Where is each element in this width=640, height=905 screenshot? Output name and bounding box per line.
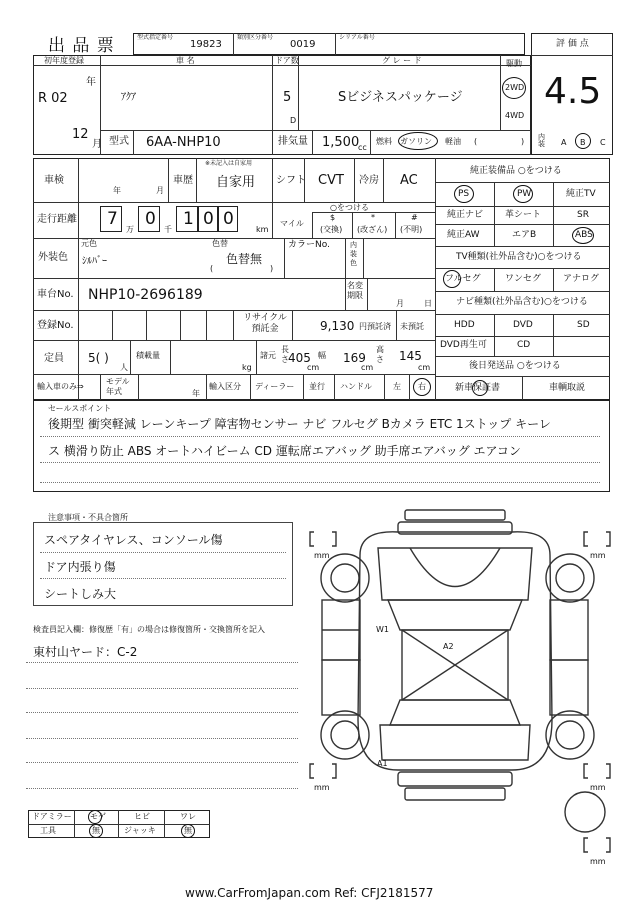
sales-points-line-2: ス 横滑り防止 ABS オートハイビーム CD 運転席エアバッグ 助手席エアバッグ エアコン — [48, 444, 521, 458]
serial-label: シリアル番号 — [339, 34, 375, 41]
warranty-day: 日 — [424, 299, 432, 308]
type-cert-label: 型式指定番号 — [137, 34, 174, 41]
grade-score: 4.5 — [544, 71, 602, 112]
diagram-mm-4: mm — [590, 783, 606, 792]
mileage-digit-3: 1 — [183, 209, 194, 229]
mileage-digit-2: 0 — [145, 209, 156, 229]
sales-points-line-1: 後期型 衝突軽減 レーンキープ 障害物センサー ナビ フルセグ Bカメラ ETC 1ストップ キーレ — [48, 417, 551, 431]
mileage-unit-sen: 千 — [164, 225, 172, 234]
inspector-value: 東村山ヤード：C-2 — [33, 645, 138, 659]
diagram-mark-w1: W1 — [376, 625, 389, 634]
equip-pw: PW — [517, 189, 532, 199]
note-line-2: ドア内張り傷 — [44, 560, 116, 574]
diagram-mm-1: mm — [314, 551, 330, 560]
ac-value: AC — [400, 173, 418, 188]
tools-label: 工具 — [40, 826, 56, 835]
color-change-label: 色替 — [212, 239, 228, 248]
nav-dvd: DVD — [513, 320, 533, 330]
handle-left: 左 — [393, 382, 401, 391]
nav-title: ナビ種類(社外品含む)○をつける — [456, 297, 588, 307]
interior-color-label: 内装色 — [350, 241, 357, 267]
displacement-unit: cc — [358, 143, 367, 152]
width-label: 幅 — [318, 351, 326, 360]
inspection-label: 車検 — [44, 175, 64, 186]
color-orig-label: 元色 — [81, 239, 97, 248]
equip-sr: SR — [577, 210, 589, 220]
mileage-label: 走行距離 — [37, 214, 77, 225]
drive-4wd: 4WD — [505, 111, 525, 120]
diagram-mark-a2: A2 — [443, 642, 454, 651]
warranty-month: 月 — [396, 299, 404, 308]
mileage-opt-3b: (不明) — [400, 225, 423, 234]
mileage-digit-1: 7 — [107, 209, 118, 229]
registration-label: 登録No. — [37, 320, 74, 331]
mileage-opt-2: * — [371, 213, 375, 222]
import-parallel: 並行 — [309, 382, 325, 391]
diagram-mark-a1: A1 — [377, 759, 388, 768]
history-note: ※未記入は自家用 — [205, 160, 253, 167]
displacement-label: 排気量 — [278, 136, 308, 147]
color-change-value: 色替無 — [226, 252, 263, 266]
fuel-paren-close: ) — [521, 137, 525, 146]
mileage-opt-1b: (交換) — [320, 225, 343, 234]
dvd-playback: DVD再生可 — [440, 340, 487, 350]
handle-label: ハンドル — [340, 382, 372, 391]
mileage-opt-2b: (改ざん) — [357, 225, 388, 234]
diagram-mm-2: mm — [590, 551, 606, 560]
fuel-diesel: 軽油 — [445, 137, 461, 146]
mileage-opt-3: # — [411, 213, 418, 222]
mileage-unit-man: 万 — [126, 225, 134, 234]
fuel-label: 燃料 — [376, 137, 392, 146]
after-warranty-book: 新車保証書 — [455, 383, 501, 393]
tools-value: 無 — [92, 826, 100, 835]
color-no-label: カラーNo. — [288, 240, 330, 250]
equip-tv: 純正TV — [566, 189, 596, 199]
equip-ps: PS — [458, 189, 470, 199]
nav-hdd: HDD — [454, 320, 475, 330]
import-label: 輸入車のみ⇒ — [37, 382, 84, 391]
length-cm: cm — [307, 363, 320, 372]
capacity-unit: 人 — [120, 363, 128, 372]
first-reg-year-suffix: 年 — [86, 77, 96, 88]
mileage-circle-note: ○をつける — [330, 203, 369, 212]
mileage-digit-4: 0 — [203, 209, 214, 229]
first-reg-label: 初年度登録 — [44, 56, 84, 65]
dims-label: 諸元 — [260, 351, 276, 360]
model-year-label: モデル年式 — [106, 377, 130, 396]
mirror-opt-1: モゲ — [90, 812, 106, 821]
fuel-value: ガソリン — [400, 137, 432, 146]
width-cm: cm — [361, 363, 374, 372]
load-unit: kg — [242, 363, 252, 372]
mileage-km: km — [256, 225, 269, 234]
capacity-value: 5( ) — [88, 351, 109, 365]
equip-leather: 革シート — [505, 210, 542, 220]
color-paren-open: ( — [210, 264, 214, 273]
car-name-label: 車 名 — [176, 56, 195, 65]
tv-oneseg: ワンセグ — [505, 274, 542, 284]
model-label: 型式 — [109, 136, 129, 147]
shift-value: CVT — [318, 173, 344, 188]
equip-navi: 純正ナビ — [447, 210, 484, 220]
tv-fullseg: フルセグ — [445, 274, 481, 284]
warranty-label: 名変期限 — [347, 281, 363, 300]
interior-a: A — [561, 138, 567, 147]
recycle-status: 円預託済 — [359, 322, 391, 331]
interior-b: B — [580, 138, 586, 147]
notes-label: 注意事項・不具合箇所 — [48, 513, 128, 522]
mirror-label: ドアミラー — [32, 812, 72, 821]
doors-suffix: D — [290, 116, 297, 125]
tv-analog: アナログ — [563, 274, 600, 284]
type-cert-number: 19823 — [190, 39, 222, 50]
doors-label: ドア数 — [275, 56, 299, 65]
displacement-value: 1,500 — [322, 135, 360, 150]
length-label: 長さ — [281, 345, 289, 364]
drive-2wd: 2WD — [505, 83, 525, 92]
import-class-label: 輸入区分 — [209, 382, 241, 391]
height-cm: cm — [418, 363, 431, 372]
diagram-mm-3: mm — [314, 783, 330, 792]
grade-value: Sビジネスパッケージ — [338, 90, 463, 105]
inspection-year: 年 — [113, 186, 121, 195]
height-label: 高さ — [376, 345, 384, 364]
height-value: 145 — [399, 349, 422, 363]
recycle-value: 9,130 — [320, 319, 355, 333]
note-line-3: シートしみ大 — [44, 587, 117, 601]
inspector-label: 検査員記入欄：修復歴「有」の場合は修復箇所・交換箇所を記入 — [33, 625, 265, 634]
color-label: 外装色 — [38, 252, 68, 263]
chassis-label: 車台No. — [37, 289, 74, 300]
class-label: 類別区分番号 — [237, 34, 274, 41]
recycle-label: リサイクル預託金 — [243, 313, 287, 334]
history-value: 自家用 — [216, 175, 256, 190]
color-orig-value: ｼﾙﾊﾞｰ — [82, 256, 107, 267]
jack-label: ジャッキ — [124, 826, 156, 835]
load-label: 積載量 — [136, 351, 160, 360]
equipment-title: 純正装備品 ○をつける — [470, 166, 562, 176]
nav-cd: CD — [517, 340, 531, 350]
jack-value: 無 — [184, 826, 192, 835]
class-number: 0019 — [290, 39, 316, 50]
history-label: 車歴 — [173, 175, 193, 186]
first-reg-month-suffix: 月 — [92, 139, 102, 150]
mileage-opt-1: $ — [330, 213, 336, 222]
inspection-month: 月 — [156, 186, 164, 195]
footer-text: www.CarFromJapan.com Ref: CFJ2181577 — [185, 886, 434, 900]
length-value: 405 — [288, 351, 311, 365]
model-value: 6AA-NHP10 — [146, 135, 221, 150]
interior-label: 内装 — [538, 133, 545, 148]
car-name: ｱｸｱ — [121, 92, 136, 103]
after-manual: 車輌取説 — [549, 383, 586, 393]
ac-label: 冷房 — [359, 175, 379, 186]
handle-right: 右 — [418, 382, 426, 391]
fuel-paren-open: ( — [474, 137, 478, 146]
recycle-unpaid: 未預託 — [400, 322, 424, 331]
import-dealer: ディーラー — [255, 382, 295, 391]
equip-aw: 純正AW — [447, 230, 480, 240]
mileage-digit-5: 0 — [223, 209, 234, 229]
sales-points-label: セールスポイント — [48, 404, 112, 413]
width-value: 169 — [343, 351, 366, 365]
grade-label: グ レ ー ド — [382, 56, 422, 65]
tools-value-circle — [89, 824, 103, 838]
model-year-suffix: 年 — [192, 389, 200, 398]
interior-c: C — [600, 138, 606, 147]
equip-airbag: エアB — [512, 230, 537, 240]
first-reg-era: R 02 — [38, 91, 68, 106]
first-reg-month: 12 — [72, 127, 89, 142]
shift-label: シフト — [276, 175, 306, 186]
after-title: 後日発送品 ○をつける — [469, 361, 561, 371]
jack-value-circle — [181, 824, 195, 838]
chassis-number: NHP10-2696189 — [88, 287, 203, 303]
note-line-1: スペアタイヤレス、コンソール傷 — [44, 533, 223, 547]
doors-value: 5 — [283, 90, 292, 105]
mirror-opt-3: ワレ — [180, 812, 196, 821]
mirror-opt-2: ヒビ — [134, 812, 150, 821]
mirror-opt-1-circle — [88, 810, 102, 824]
capacity-label: 定員 — [44, 353, 64, 364]
grade-score-label: 評 価 点 — [556, 39, 589, 49]
drive-label: 駆動 — [506, 59, 522, 68]
mileage-mile: マイル — [280, 219, 304, 228]
color-paren-close: ) — [270, 264, 274, 273]
form-title: 出 品 票 — [48, 36, 115, 56]
nav-sd: SD — [577, 320, 590, 330]
equip-abs: ABS — [575, 230, 593, 240]
tv-title: TV種類(社外品含む)○をつける — [456, 252, 582, 262]
diagram-mm-5: mm — [590, 857, 606, 866]
